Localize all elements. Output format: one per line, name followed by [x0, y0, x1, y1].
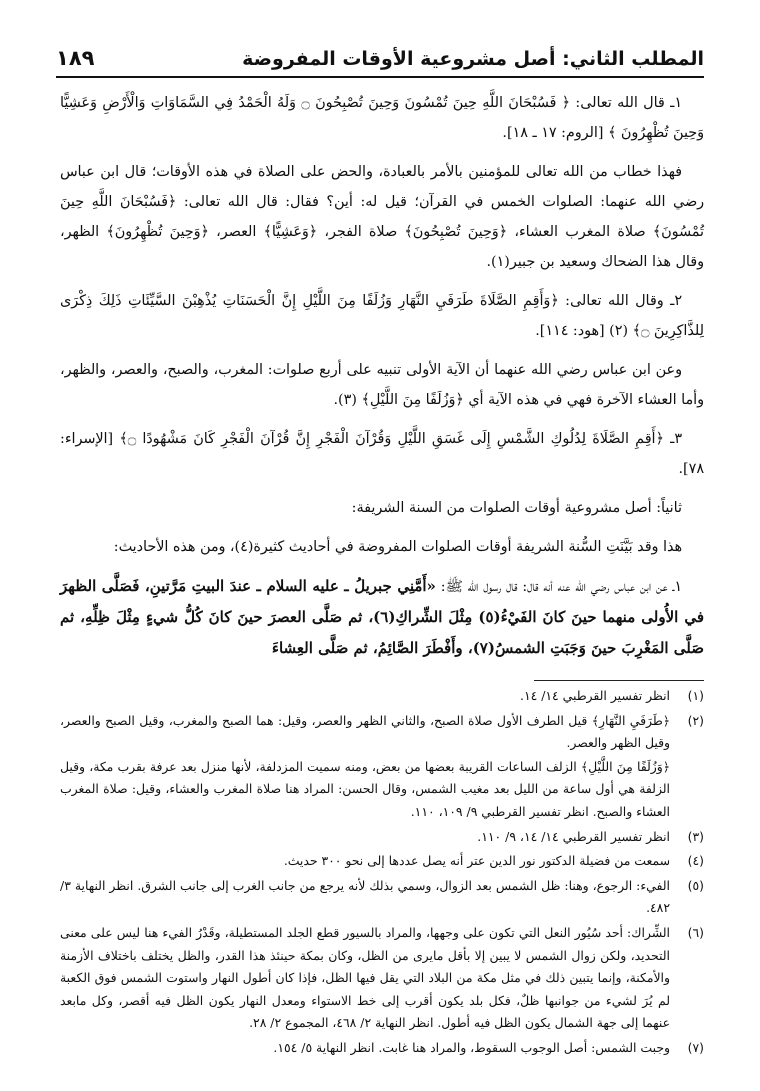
main-text: [60, 88, 704, 673]
paragraph-ibn-abbas-four-prayers: وعن ابن عباس رضي الله عنهما أن الآية الأولى تنبيه على أربع صلوات: المغرب، والصبح، والعصر، والظهر، وأما العشاء الآخرة فهي في هذه الآية أي ﴿وَزُلَفًا مِنَ اللَّيْلِ﴾ (٣).: [60, 362, 704, 408]
footnote-text: الفيء: الرجوع، وهنا: ظل الشمس بعد الزوال، وسمي بذلك لأنه يرجع من جانب الغرب إلى جانب الشرق. انظر النهاية ٣/ ٤٨٢.: [60, 877, 670, 916]
footnote: [60, 826, 704, 849]
footnote-number: (٣): [687, 828, 704, 844]
footnote-number: (٧): [687, 1039, 704, 1055]
footnote-text: انظر تفسير القرطبي ١٤/ ١٤، ٩/ ١١٠.: [477, 828, 670, 844]
page-number: ١٨٩: [56, 46, 95, 70]
paragraph-verse-hud: ٢ـ وقال الله تعالى: ﴿وَأَقِمِ الصَّلَاةَ طَرَفَيِ النَّهَارِ وَزُلَفًا مِنَ اللَّيْلِ إِنَّ الْحَسَنَاتِ يُذْهِبْنَ السَّيِّئَاتِ ذَلِكَ ذِكْرَى لِلذَّاكِرِينَ ۝﴾ (٢) [هود: ١١٤].: [60, 293, 704, 339]
footnote-text: وجبت الشمس: أصل الوجوب السقوط، والمراد هنا غابت. انظر النهاية ٥/ ١٥٤.: [273, 1039, 670, 1055]
footnote-number: (٤): [687, 853, 704, 869]
footnote-text: سمعت من فضيلة الدكتور نور الدين عتر أنه يصل عددها إلى نحو ٣٠٠ حديث.: [283, 853, 670, 869]
footnote-separator: [534, 680, 704, 681]
footnote-number: (٦): [687, 924, 704, 940]
hadith-intro: ١ـ عن ابن عباس رضي الله عنه أنه قال: قال رسول الله ﷺ:: [435, 579, 682, 595]
footnote: [60, 1037, 704, 1060]
paragraph-hadith-jibril: [60, 571, 704, 664]
footnote-number: (٢): [687, 712, 704, 728]
footnote-text: انظر تفسير القرطبي ١٤/ ١٤.: [519, 688, 670, 703]
footnotes: [60, 680, 704, 1062]
footnote-text: الشِّراك: أحد سُيُور النعل التي تكون على وجهها، والمراد بالسيور قطع الجلد المستطيلة، وقَدْرُ الفيء هنا ليس على معنى التحديد، ولكن زوال الشمس لا يبين إلا بأقل مايرى من الظل، وكان بمكة حينئذ هذا القدر، والظل يختلف باختلاف الأزمنة والأمكنة، وإنما يتبين ذلك في مثل مكة من البلاد التي يقل فيها الظل، فإذا كان أطول النهار واستوت الشمس فوق الكعبة لم يُرَ لشيء من جوانبها ظلٌ، فكل بلد يكون أقرب إلى خط الاستواء ومعدل النهار يكون الظل فيه أقصر، وكل مابعد عنهما إلى جهة الشمال يكون الظل فيه أطول. انظر النهاية ٢/ ٤٦٨، المجموع ٢/ ٢٨.: [60, 924, 670, 1031]
paragraph-ibn-abbas-five-prayers: فهذا خطاب من الله تعالى للمؤمنين بالأمر بالعبادة، والحض على الصلاة في هذه الأوقات؛ قال ابن عباس رضي الله عنهما: الصلوات الخمس في القرآن؛ قيل له: أين؟ فقال: قال الله تعالى: ﴿فَسُبْحَانَ اللَّهِ حِينَ تُمْسُونَ﴾ صلاة المغرب العشاء، ﴿وَحِينَ تُصْبِحُونَ﴾ صلاة الفجر، ﴿وَعَشِيًّا﴾ العصر، ﴿وَحِينَ تُظْهِرُونَ﴾ الظهر، وقال هذا الضحاك وسعيد بن جبير(١).: [60, 164, 704, 270]
header-rule: [56, 76, 704, 78]
footnote: [60, 685, 704, 708]
hadith-text: «أَمَّنِي جبريلُ ـ عليه السلام ـ عندَ البيتِ مَرَّتينِ، فَصَلَّى الظهرَ في الأُولى منهما حينَ كانَ الفَيْءُ(٥) مِثْلَ الشِّراكِ(٦)، ثم صَلَّى العصرَ حينَ كانَ كُلُّ شيءٍ مِثْلَ ظِلِّهِ، ثم صَلَّى المَغْرِبَ حينَ وَجَبَتِ الشمسُ(٧)، وأَفْطَرَ الصَّائِمُ، ثم صَلَّى العِشاءَ: [60, 577, 705, 657]
footnote-number: (١): [687, 688, 704, 703]
footnote: [60, 710, 704, 824]
page-header: [56, 44, 704, 78]
paragraph-verse-isra: ٣ـ ﴿أَقِمِ الصَّلَاةَ لِدُلُوكِ الشَّمْسِ إِلَى غَسَقِ اللَّيْلِ وَقُرْآنَ الْفَجْرِ إِنَّ قُرْآنَ الْفَجْرِ كَانَ مَشْهُودًا ۝﴾ [الإسراء: ٧٨].: [60, 431, 704, 477]
footnote: [60, 922, 704, 1035]
running-title: المطلب الثاني: أصل مشروعية الأوقات المفروضة: [242, 48, 704, 70]
paragraph-verse-rum: ١ـ قال الله تعالى: ﴿ فَسُبْحَانَ اللَّهِ حِينَ تُمْسُونَ وَحِينَ تُصْبِحُونَ ۝ وَلَهُ الْحَمْدُ فِي السَّمَاوَاتِ وَالْأَرْضِ وَعَشِيًّا وَحِينَ تُظْهِرُونَ ﴾ [الروم: ١٧ ـ ١٨].: [60, 95, 704, 141]
footnote: [60, 850, 704, 873]
paragraph-sunnah-intro: هذا وقد بَيَّنَتِ السُّنة الشريفة أوقات الصلوات المفروضة في أحاديث كثيرة(٤)، ومن هذه الأحاديث:: [113, 539, 682, 555]
footnote-number: (٥): [687, 877, 704, 893]
footnote-text: ﴿طَرَفَيِ النَّهَارِ﴾ قيل الطرف الأول صلاة الصبح، والثاني الظهر والعصر، وقيل: هما الصبح والمغرب، وقيل الصبح والعصر، وقيل الظهر والعصر.: [60, 712, 670, 751]
footnote-text-block: [60, 710, 670, 824]
section-heading-sunnah: ثانياً: أصل مشروعية أوقات الصلوات من السنة الشريفة:: [351, 500, 682, 516]
footnote-text-continued: ﴿وَزُلَفًا مِنَ اللَّيْلِ﴾ الزلف الساعات القريبة بعضها من بعض، ومنه سميت المزدلفة، لأنها منزل بعد عرفة بقرب مكة، وقيل الزلفة هي أول ساعة من الليل بعد مغيب الشمس، وقال الحسن: المراد هنا صلاة المغرب والعشاء، وقيل: صلاة المغرب العشاء والصبح. انظر تفسير القرطبي ٩/ ١٠٩، ١١٠.: [60, 758, 670, 819]
footnote: [60, 875, 704, 920]
